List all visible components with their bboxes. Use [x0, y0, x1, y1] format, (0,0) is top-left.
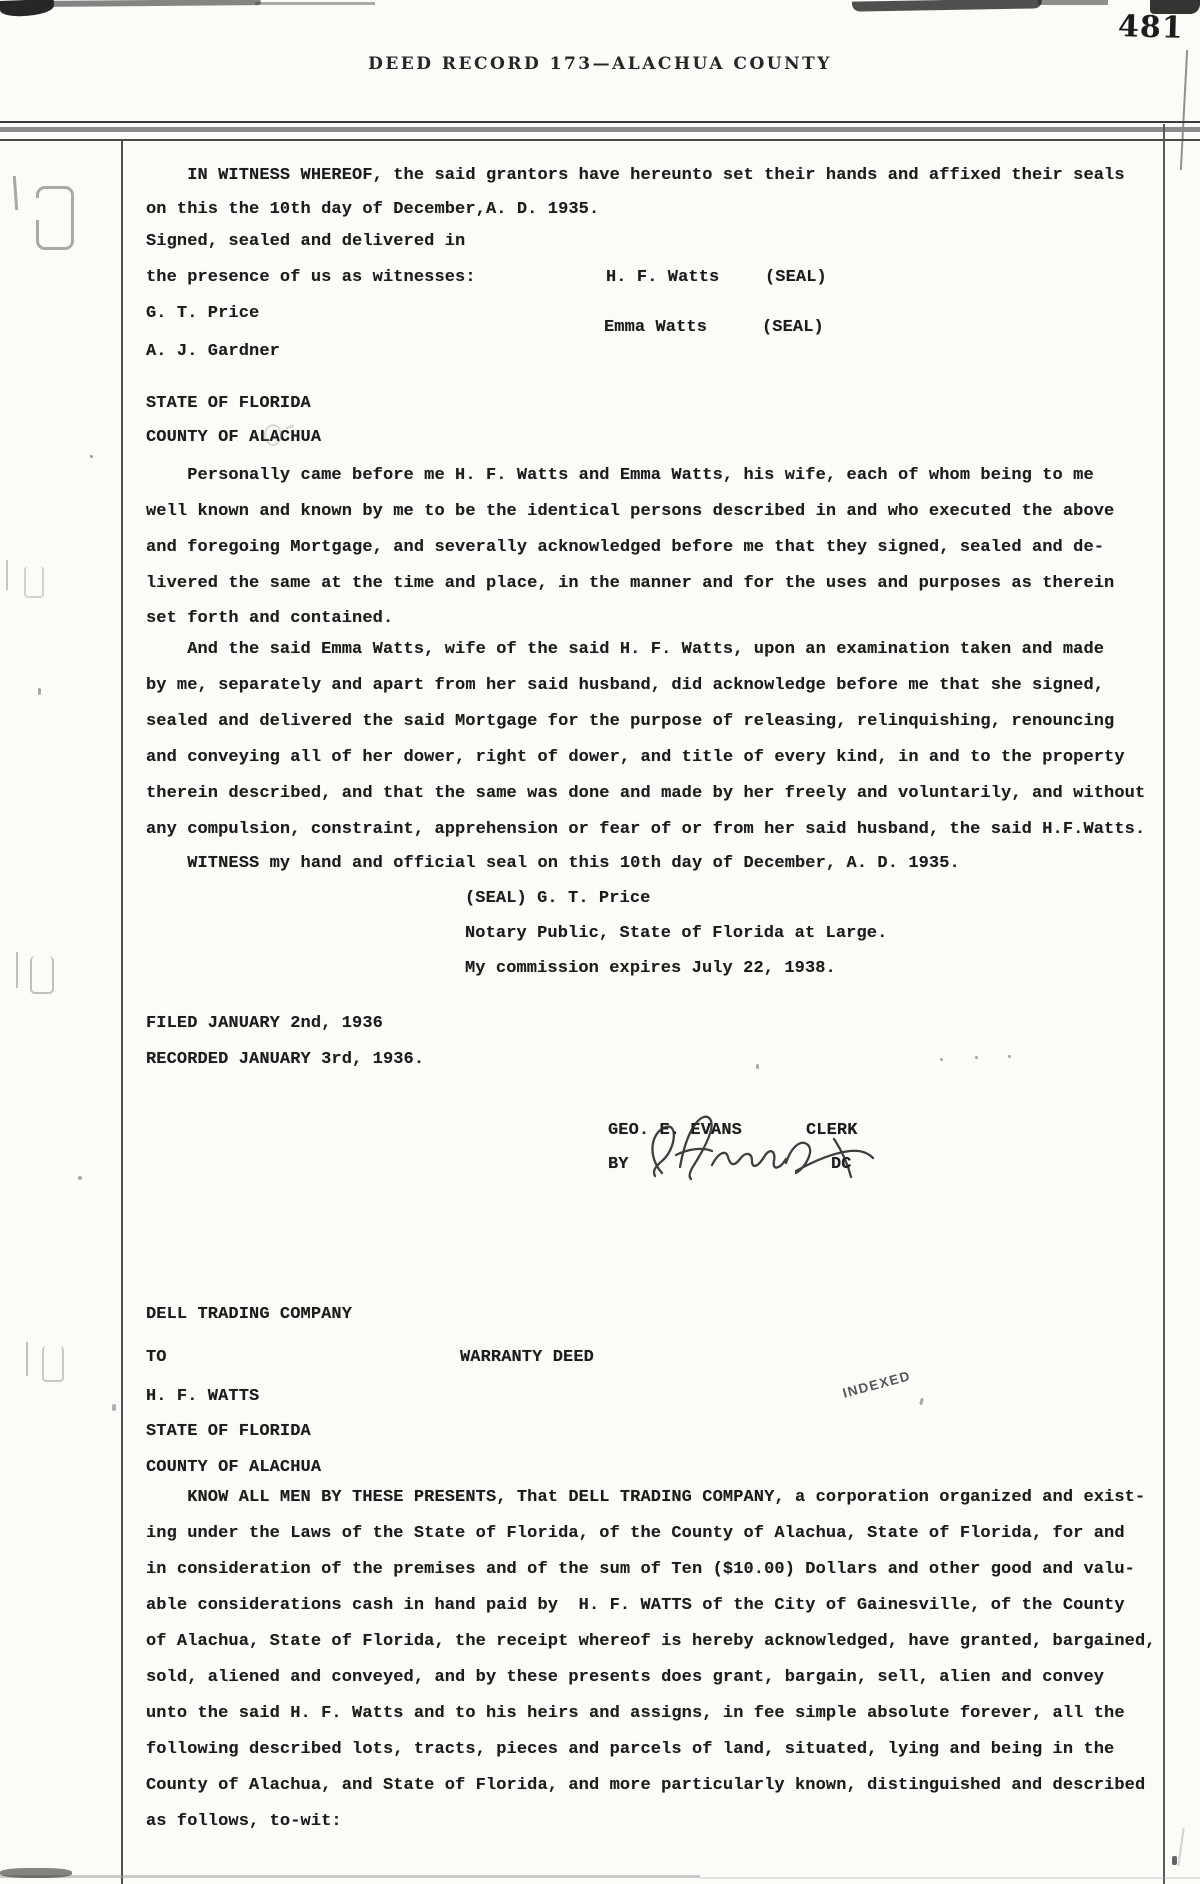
text-line: KNOW ALL MEN BY THESE PRESENTS, That DELL TRADING COMPANY, a corporation organized and exist- [146, 1488, 1146, 1507]
rule-top-thin [0, 121, 1200, 123]
text-line: in consideration of the premises and of the sum of Ten ($10.00) Dollars and other good and valu- [146, 1560, 1135, 1579]
text-line: following described lots, tracts, pieces and parcels of land, situated, lying and being in the [146, 1740, 1115, 1759]
recorded-line: RECORDED JANUARY 3rd, 1936. [146, 1050, 425, 1069]
page-header: DEED RECORD 173—ALACHUA COUNTY [368, 54, 832, 74]
text-line: WITNESS my hand and official seal on this 10th day of December, A. D. 1935. [146, 854, 960, 873]
ink-smudge [1038, 0, 1108, 5]
ink-speck [1177, 1828, 1184, 1866]
text-line: Personally came before me H. F. Watts and Emma Watts, his wife, each of whom being to me [146, 466, 1094, 485]
ink-speck [112, 1404, 116, 1411]
margin-bracket [42, 1346, 64, 1382]
text-line: sealed and delivered the said Mortgage for the purpose of releasing, relinquishing, renouncing [146, 712, 1115, 731]
margin-bracket [6, 560, 8, 590]
county-line: COUNTY OF ALACHUA [146, 1458, 322, 1477]
text-line: ing under the Laws of the State of Florida, of the County of Alachua, State of Florida, for and [146, 1524, 1125, 1543]
ink-speck [1008, 1055, 1011, 1058]
right-margin-rule [1163, 124, 1165, 1884]
ink-smudge [46, 0, 261, 7]
document-type-title: WARRANTY DEED [460, 1348, 594, 1367]
text-line: IN WITNESS WHEREOF, the said grantors have hereunto set their hands and affixed their seals [146, 166, 1125, 185]
text-line: set forth and contained. [146, 609, 394, 628]
to-label: TO [146, 1348, 167, 1367]
text-line: and foregoing Mortgage, and severally acknowledged before me that they signed, sealed and de- [146, 538, 1105, 557]
ink-smudge [0, 1868, 72, 1878]
witness-name: G. T. Price [146, 304, 260, 323]
rule-top-thick [0, 127, 1200, 132]
ink-speck [940, 1058, 943, 1061]
text-line: STATE OF FLORIDA [146, 394, 311, 413]
notary-title-line: Notary Public, State of Florida at Large. [465, 924, 888, 943]
deputy-clerk-initials: DC [831, 1155, 852, 1174]
ink-speck [90, 455, 93, 458]
page-number: 481 [1117, 9, 1185, 46]
indexed-stamp: INDEXED [841, 1368, 913, 1401]
notary-seal-line: (SEAL) G. T. Price [465, 889, 651, 908]
seal-label: (SEAL) [765, 268, 827, 287]
text-line: on this the 10th day of December,A. D. 1935. [146, 200, 600, 219]
margin-bracket [24, 566, 44, 598]
text-line: unto the said H. F. Watts and to his heirs and assigns, in fee simple absolute forever, all the [146, 1704, 1125, 1723]
text-line: well known and known by me to be the identical persons described in and who executed the above [146, 502, 1115, 521]
text-line: COUNTY OF ALACHUA [146, 428, 322, 447]
text-line: as follows, to-wit: [146, 1812, 342, 1831]
ink-smudge [852, 0, 1042, 12]
state-line: STATE OF FLORIDA [146, 1422, 311, 1441]
witness-name: A. J. Gardner [146, 342, 280, 361]
text-line: any compulsion, constraint, apprehension or fear of or from her said husband, the said H.F.Watts. [146, 820, 1146, 839]
signature-name: Emma Watts [604, 318, 708, 337]
clerk-name: GEO. E. EVANS [608, 1121, 742, 1140]
text-line: County of Alachua, and State of Florida, and more particularly known, distinguished and described [146, 1776, 1146, 1795]
clerk-signature [630, 1103, 880, 1198]
grantee-name: H. F. WATTS [146, 1387, 260, 1406]
left-margin-rule [121, 141, 123, 1884]
text-line: Signed, sealed and delivered in [146, 232, 466, 251]
ink-smudge [255, 2, 375, 5]
rule-top-thin2 [0, 139, 1200, 141]
margin-bracket [16, 952, 18, 988]
text-line: by me, separately and apart from her said husband, did acknowledge before me that she signed, [146, 676, 1105, 695]
filed-line: FILED JANUARY 2nd, 1936 [146, 1014, 383, 1033]
clerk-title: CLERK [806, 1121, 858, 1140]
text-line: the presence of us as witnesses: [146, 268, 476, 287]
ink-speck [756, 1064, 759, 1069]
margin-bracket [13, 176, 18, 210]
ink-smudge [264, 424, 282, 446]
ink-speck [1172, 1856, 1177, 1865]
rule-bottom [0, 1875, 700, 1878]
grantor-name: DELL TRADING COMPANY [146, 1305, 353, 1324]
text-line: And the said Emma Watts, wife of the said H. F. Watts, upon an examination taken and made [146, 640, 1105, 659]
seal-label: (SEAL) [762, 318, 824, 337]
text-line: able considerations cash in hand paid by H. F. WATTS of the City of Gainesville, of the County [146, 1596, 1125, 1615]
margin-bracket [30, 956, 54, 994]
ink-speck [78, 1176, 82, 1180]
ink-speck [38, 688, 41, 695]
text-line: of Alachua, State of Florida, the receipt whereof is hereby acknowledged, have granted, bargained, [146, 1632, 1156, 1651]
margin-bracket [30, 198, 42, 220]
margin-bracket [26, 1342, 28, 1376]
text-line: therein described, and that the same was done and made by her freely and voluntarily, and without [146, 784, 1146, 803]
text-line: and conveying all of her dower, right of dower, and title of every kind, in and to the property [146, 748, 1125, 767]
clerk-by-label: BY [608, 1155, 629, 1174]
notary-commission-line: My commission expires July 22, 1938. [465, 959, 836, 978]
text-line: sold, aliened and conveyed, and by these presents does grant, bargain, sell, alien and convey [146, 1668, 1105, 1687]
text-line: livered the same at the time and place, in the manner and for the uses and purposes as therein [146, 574, 1115, 593]
ink-speck [919, 1398, 924, 1406]
rule-bottom [700, 1877, 1200, 1879]
signature-name: H. F. Watts [606, 268, 720, 287]
ink-speck [975, 1056, 978, 1059]
